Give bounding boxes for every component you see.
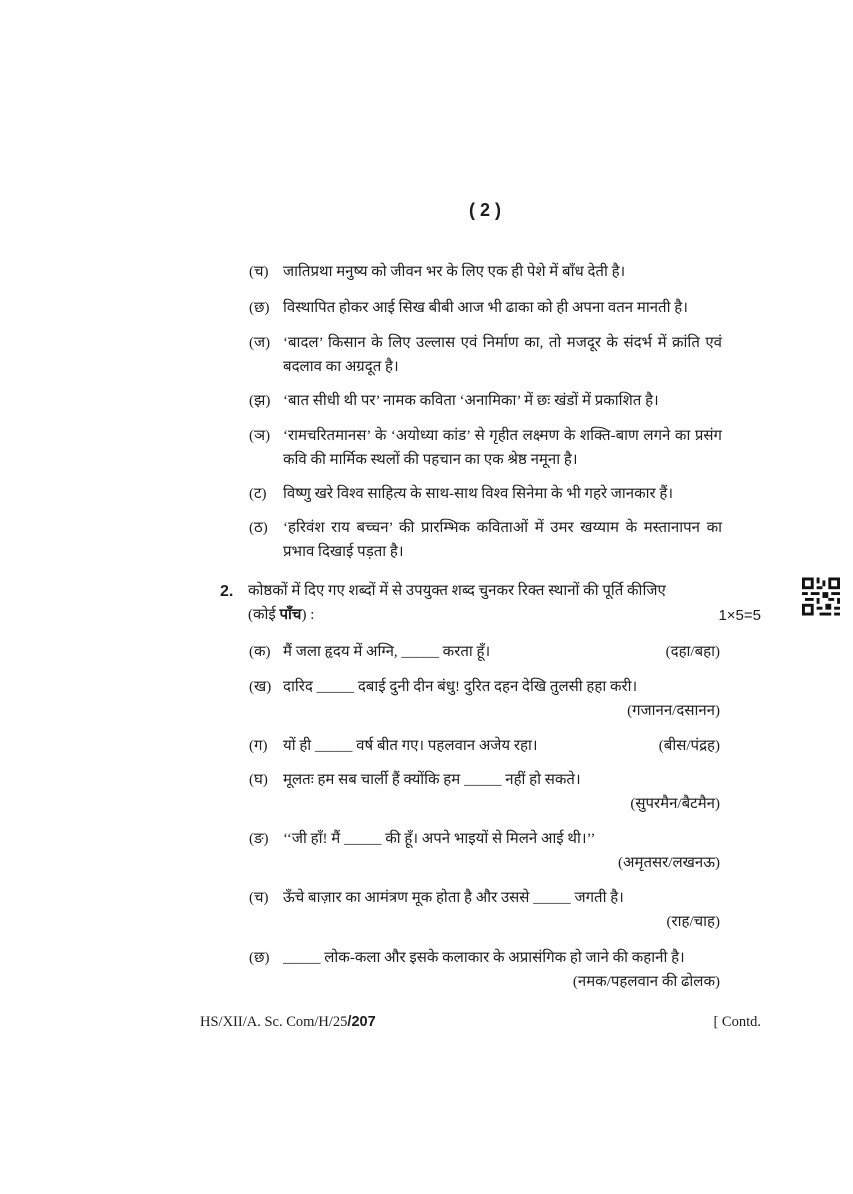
q1-item [249, 297, 722, 321]
instruction-text: कोष्ठकों में दिए गए शब्दों में से उपयुक्त शब्द चुनकर रिक्त स्थानों की पूर्ति कीजिए [248, 583, 666, 599]
item-label: (ञ) [249, 428, 271, 444]
item-options: (नमक/पहलवान की ढोलक) [572, 973, 720, 990]
question-instruction [248, 580, 761, 627]
item-text: _____ लोक-कला और इसके कलाकार के अप्रासंगिक हो जाने की कहानी है। [283, 950, 685, 966]
paper-code-prefix: HS/XII/A. Sc. Com/H/25 [200, 1014, 348, 1030]
q2-item [249, 828, 722, 875]
item-label: (ग) [249, 738, 268, 754]
paper-code-number: /207 [347, 1014, 376, 1030]
q2-item [249, 947, 722, 994]
item-options: (सुपरमैन/बैटमैन) [630, 795, 720, 812]
item-text: ‘‘जी हाँ! मैं _____ की हूँ। अपने भाइयों से मिलने आई थी।’’ [283, 831, 596, 847]
item-text: यों ही _____ वर्ष बीत गए। पहलवान अजेय रहा। [283, 738, 538, 754]
item-text: ‘बादल’ किसान के लिए उल्लास एवं निर्माण का, तो मजदूर के संदर्भ में क्रांति एवं बदलाव का अग्रदूत है। [283, 335, 722, 375]
page-number: ( 2 ) [468, 200, 501, 220]
item-options: (गजानन/दसानन) [627, 702, 720, 719]
instruction-bold: पाँच [279, 606, 302, 623]
item-text: ऊँचे बाज़ार का आमंत्रण मूक होता है और उससे _____ जगती है। [283, 890, 624, 906]
q2-item [249, 676, 722, 723]
instruction-suffix: ) : [301, 606, 315, 623]
marks: 1×5=5 [718, 606, 761, 624]
item-label: (ठ) [249, 520, 268, 536]
item-label: (ज) [249, 335, 271, 351]
item-label: (च) [249, 890, 269, 906]
q2-item [249, 735, 722, 759]
continued-label: [ Contd. [713, 1014, 761, 1030]
q1-item [249, 332, 722, 379]
item-text: विस्थापित होकर आई सिख बीबी आज भी ढाका को ही अपना वतन मानती है। [283, 300, 688, 316]
item-label: (क) [249, 644, 271, 660]
footer [200, 1014, 761, 1031]
paper-code [200, 1014, 376, 1030]
item-label: (छ) [249, 950, 270, 966]
q2-item [249, 769, 722, 816]
instruction-prefix: (कोई [248, 606, 280, 623]
item-text: दारिद _____ दबाई दुनी दीन बंधु! दुरित दहन देखि तुलसी हहा करी। [283, 679, 638, 695]
question-2 [220, 580, 761, 627]
item-text: मैं जला हृदय में अग्नि, _____ करता हूँ। [283, 644, 491, 660]
item-label: (घ) [249, 772, 268, 788]
item-label: (ङ) [249, 831, 269, 847]
item-text: जातिप्रथा मनुष्य को जीवन भर के लिए एक ही पेशे में बाँध देती है। [283, 264, 626, 280]
item-options: (राह/चाह) [666, 913, 720, 930]
item-label: (च) [249, 264, 269, 280]
q1-item [249, 517, 722, 564]
q2-item [249, 887, 722, 934]
item-label: (छ) [249, 300, 270, 316]
item-options: (अमृतसर/लखनऊ) [618, 854, 720, 871]
item-text: ‘बात सीधी थी पर’ नामक कविता ‘अनामिका’ में छः खंडों में प्रकाशित है। [283, 393, 659, 409]
item-options: (दहा/बहा) [665, 644, 720, 660]
item-options: (बीस/पंद्रह) [658, 738, 720, 754]
item-text: ‘रामचरितमानस’ के ‘अयोध्या कांड’ से गृहीत लक्ष्मण के शक्ति-बाण लगने का प्रसंग कवि की मार्मिक स्थलों की पहचान का एक श्रेष्ठ नमूना है। [283, 428, 722, 468]
q2-item [249, 641, 722, 665]
question-number: 2. [220, 583, 234, 600]
q1-item [249, 425, 722, 472]
item-text: ‘हरिवंश राय बच्चन’ की प्रारम्भिक कविताओं में उमर खय्याम के मस्तानापन का प्रभाव दिखाई पड़ता है। [283, 520, 722, 560]
item-label: (ट) [249, 486, 267, 502]
item-label: (ख) [249, 679, 272, 695]
item-text: विष्णु खरे विश्व साहित्य के साथ-साथ विश्व सिनेमा के भी गहरे जानकार हैं। [283, 486, 674, 502]
item-text: मूलतः हम सब चार्ली हैं क्योंकि हम _____ नहीं हो सकते। [283, 772, 581, 788]
q1-item [249, 390, 722, 414]
q1-item [249, 483, 722, 507]
q1-item [249, 261, 722, 285]
qr-code-icon [802, 577, 840, 616]
item-label: (झ) [249, 393, 271, 409]
